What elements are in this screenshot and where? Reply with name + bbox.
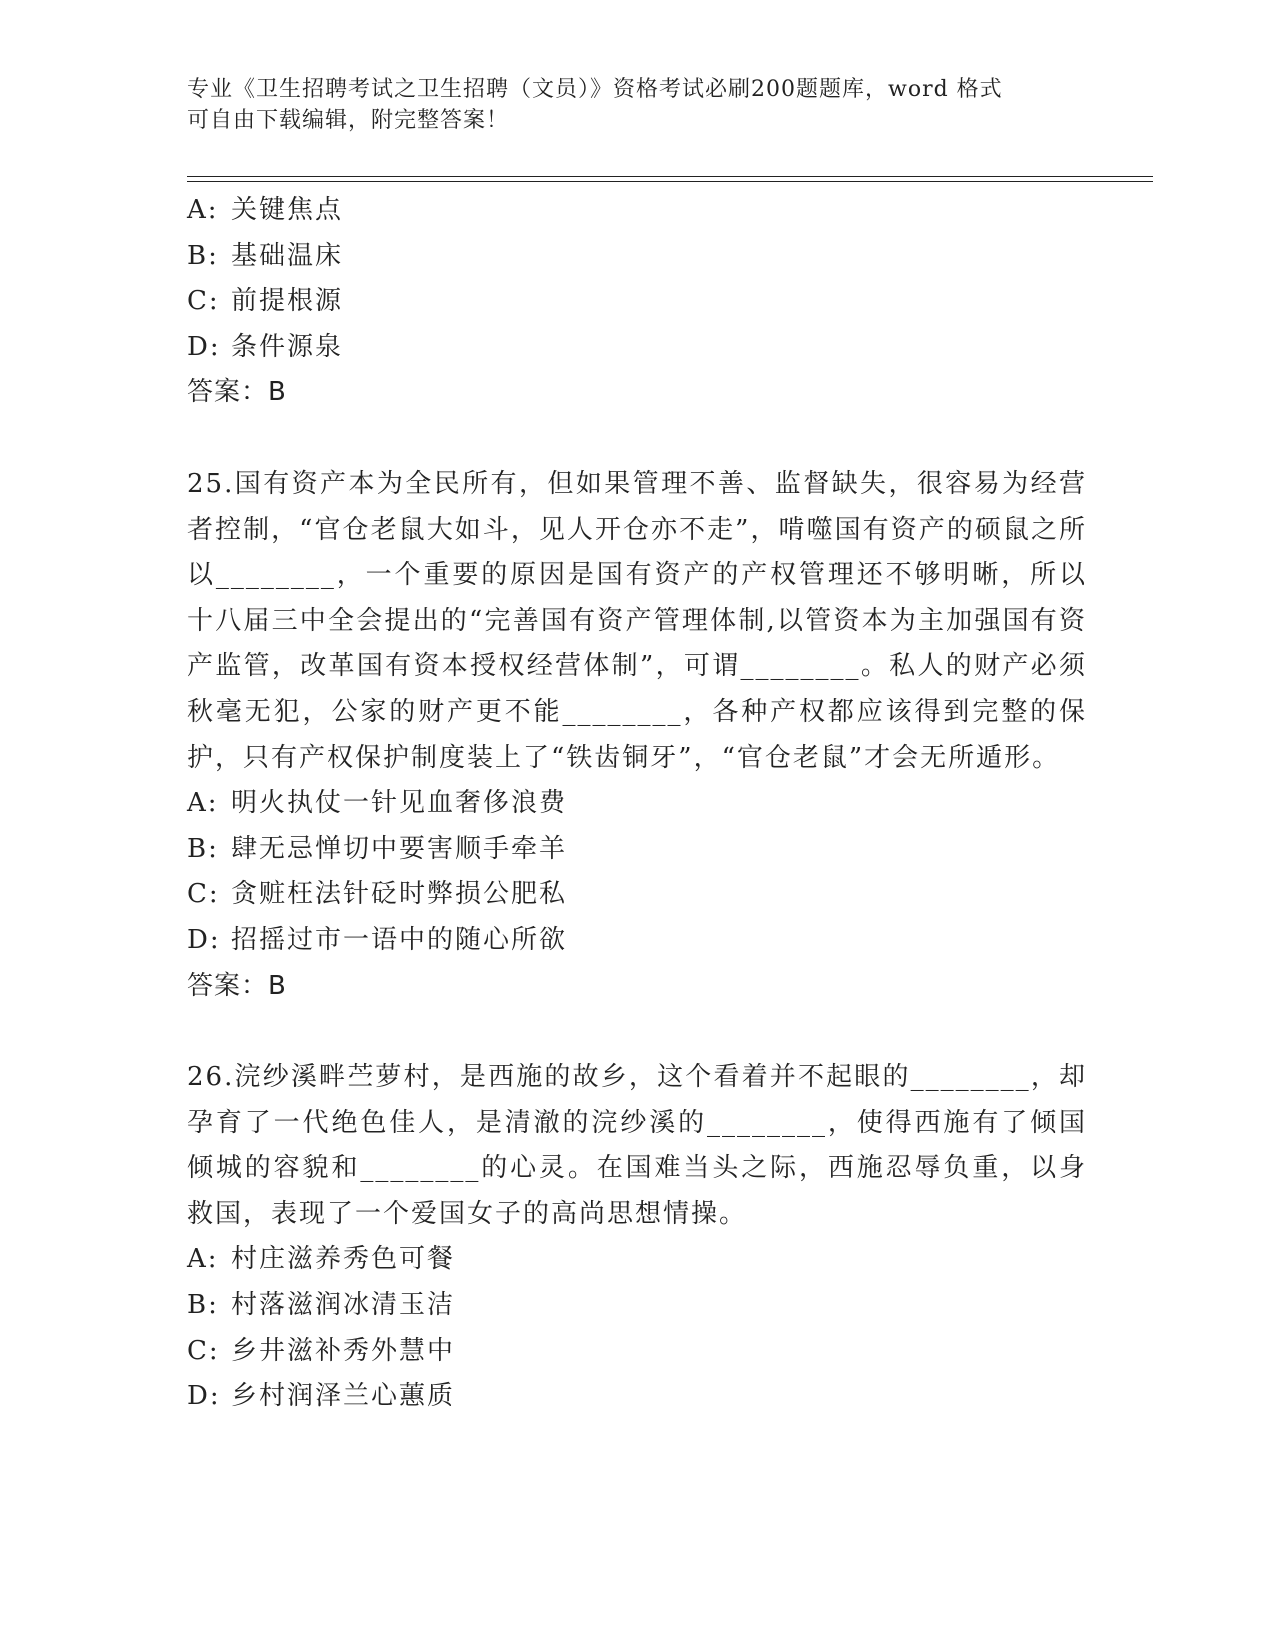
option-text: 村落滋润冰清玉洁 [231, 1290, 456, 1321]
option-d [187, 325, 1087, 371]
header-rule-top [187, 176, 1153, 177]
header-title-line-1: 专业《卫生招聘考试之卫生招聘（文员）》资格考试必刷200题题库，word 格式 [187, 77, 1003, 102]
option-letter: D: [187, 1381, 221, 1412]
option-letter: B: [187, 833, 219, 864]
option-letter: B: [187, 240, 219, 271]
option-text: 关键焦点 [231, 195, 344, 225]
header-title-line-2: 可自由下载编辑，附完整答案！ [187, 108, 510, 133]
option-b [187, 234, 1087, 280]
option-text: 条件源泉 [231, 331, 344, 362]
question-24-options [187, 188, 1087, 370]
spacer [187, 1009, 1087, 1055]
option-text: 肆无忌惮切中要害顺手牵羊 [231, 833, 568, 864]
option-a [187, 188, 1087, 234]
option-letter: A: [187, 1244, 219, 1275]
answer-24: 答案：B [187, 377, 287, 408]
question-25-stem: 25.国有资产本为全民所有，但如果管理不善、监督缺失，很容易为经营者控制，“官仓老鼠大如斗，见人开仓亦不走”，啃噬国有资产的硕鼠之所以________，一个重要的原因是国有资产的产权管理还不够明晰，所以十八届三中全会提出的“完善国有资产管理体制,以管资本为主加强国有资产监管，改革国有资本授权经营体制”，可谓________。私人的财产必须秋毫无犯，公家的财产更不能________，各种产权都应该得到完整的保护，只有产权保护制度装上了“铁齿铜牙”，“官仓老鼠”才会无所遁形。 [187, 468, 1087, 773]
option-letter: C: [187, 286, 220, 317]
option-letter: A: [187, 788, 219, 819]
option-c [187, 1329, 1087, 1375]
option-a [187, 781, 1087, 827]
option-b [187, 827, 1087, 873]
option-letter: A: [187, 195, 219, 225]
option-text: 村庄滋养秀色可餐 [231, 1244, 456, 1275]
option-letter: B: [187, 1290, 219, 1321]
option-text: 乡井滋补秀外慧中 [231, 1335, 456, 1366]
option-letter: C: [187, 1335, 220, 1366]
option-d [187, 1374, 1087, 1420]
header-rule-bottom [187, 181, 1153, 182]
option-b [187, 1283, 1087, 1329]
option-letter: D: [187, 331, 221, 362]
answer-25: 答案：B [187, 970, 287, 1001]
document-header [187, 74, 1087, 136]
option-text: 招摇过市一语中的随心所欲 [231, 924, 568, 955]
option-letter: C: [187, 879, 220, 910]
option-d [187, 918, 1087, 964]
option-c [187, 872, 1087, 918]
question-content [187, 188, 1087, 1420]
option-text: 前提根源 [231, 286, 344, 317]
spacer [187, 416, 1087, 462]
question-26-options [187, 1237, 1087, 1419]
option-letter: D: [187, 924, 221, 955]
option-text: 乡村润泽兰心蕙质 [231, 1381, 456, 1412]
option-c [187, 279, 1087, 325]
question-26-stem: 26.浣纱溪畔苎萝村，是西施的故乡，这个看着并不起眼的________，却孕育了一代绝色佳人，是清澈的浣纱溪的________，使得西施有了倾国倾城的容貌和________的心灵。在国难当头之际，西施忍辱负重，以身救国，表现了一个爱国女子的高尚思想情操。 [187, 1062, 1087, 1229]
question-25-options [187, 781, 1087, 963]
option-text: 基础温床 [231, 240, 344, 271]
option-text: 明火执仗一针见血奢侈浪费 [231, 788, 568, 819]
option-text: 贪赃枉法针砭时弊损公肥私 [231, 879, 568, 910]
option-a [187, 1237, 1087, 1283]
